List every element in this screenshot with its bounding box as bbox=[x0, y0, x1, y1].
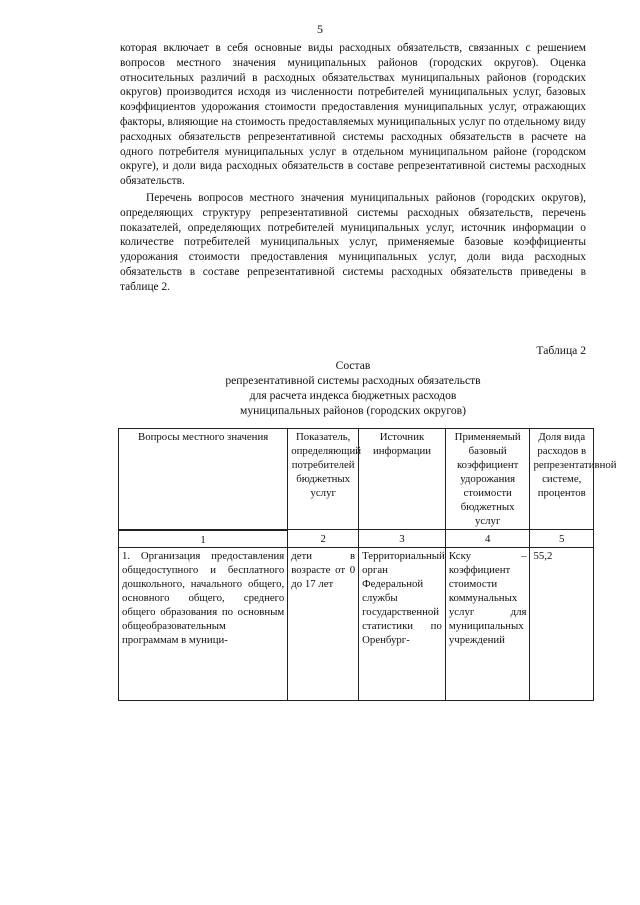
header-indicator: Показатель, определяющий потребителей бюджетных услуг bbox=[288, 429, 359, 530]
caption-line-4: муниципальных районов (городских округов) bbox=[240, 404, 466, 417]
header-local-issues: Вопросы местного значения bbox=[119, 429, 288, 530]
body-text bbox=[120, 41, 586, 295]
paragraph-2: Перечень вопросов местного значения муниципальных районов (городских округов), определяющих структуру репрезентативной системы расходных обязательств, перечень показателей, определяющих потребителей муниципальных услуг, источник информации о количестве потребителей муниципальных услуг, применяемые базовые коэффициенты удорожания стоимости предоставления муниципальных услуг, доли вида расходных обязательств в составе репрезентативной системы расходных обязательств приведены в таблице 2. bbox=[120, 191, 586, 293]
cell-source: Территориальный орган Федеральной службы государственной статистики по Оренбург- bbox=[359, 547, 446, 700]
header-share: Доля вида расходов в репрезентативной системе, процентов bbox=[530, 429, 594, 530]
cell-indicator: дети в возрасте от 0 до 17 лет bbox=[288, 547, 359, 700]
paragraph-1: которая включает в себя основные виды расходных обязательств, связанных с решением вопросов местного значения муниципальных районов (городских округов). Оценка относительных различий в расходных обязательствах муниципальных районов (городских округов) производится исходя из численности потребителей муниципальных услуг, базовых коэффициентов удорожания стоимости предоставления муниципальных услуг, отражающих факторы, влияющие на стоимость предоставляемых муниципальных услуг по отдельному виду расходных обязательств репрезентативной системы расходных обязательств в расчете на одного потребителя муниципальных услуг в отдельном муниципальном районе (городском округе), и доли вида расходных обязательств в составе репрезентативной системы расходных обязательств. bbox=[120, 42, 586, 188]
table-label: Таблица 2 bbox=[536, 344, 586, 357]
column-number-row bbox=[119, 530, 594, 548]
cell-local-issue: 1. Организация предоставления общедоступного и бесплатного дошкольного, начального общего, основного общего, среднего общего образования по основным общеобразовательным программам в муници- bbox=[119, 547, 288, 700]
column-number: 2 bbox=[288, 530, 359, 548]
cell-share: 55,2 bbox=[530, 547, 594, 700]
header-row bbox=[119, 429, 594, 530]
data-table bbox=[118, 428, 617, 701]
caption-line-1: Состав bbox=[335, 359, 371, 372]
table-row bbox=[119, 547, 594, 700]
column-number: 1 bbox=[119, 530, 288, 548]
header-source: Источник информации bbox=[359, 429, 446, 530]
column-number: 3 bbox=[359, 530, 446, 548]
column-number: 4 bbox=[445, 530, 530, 548]
header-coefficient: Применяемый базовый коэффициент удорожания стоимости бюджетных услуг bbox=[445, 429, 530, 530]
page-number: 5 bbox=[317, 22, 323, 36]
caption-line-2: репрезентативной системы расходных обязательств bbox=[225, 374, 481, 387]
caption-line-3: для расчета индекса бюджетных расходов bbox=[249, 389, 457, 402]
table-caption bbox=[120, 358, 586, 418]
column-number: 5 bbox=[530, 530, 594, 548]
cell-coefficient: Кску – коэффициент стоимости коммунальных услуг для муниципальных учреждений bbox=[445, 547, 530, 700]
